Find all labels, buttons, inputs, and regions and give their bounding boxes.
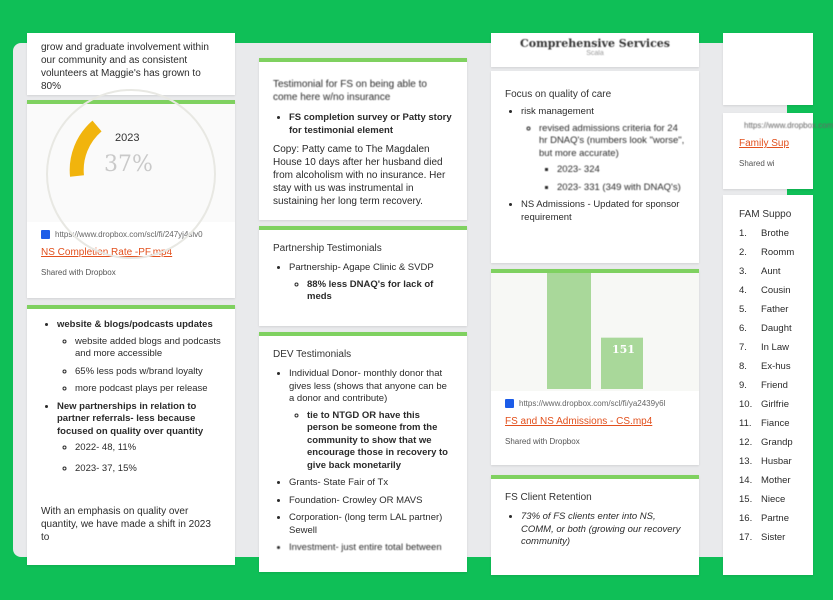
- list-text: Roomm: [761, 247, 795, 258]
- list-item: • New partnerships in relation to partner referrals- less because focused on quality over quantity ◦ 2022- 48, 11% ◦ 2023- 37, 15%: [57, 401, 221, 476]
- bar-value-label: 151: [612, 343, 635, 356]
- list-number: 4.: [739, 285, 747, 296]
- bar-chart-preview: [491, 273, 699, 391]
- list-item: • NS Admissions - Updated for sponsor requirement: [521, 199, 685, 224]
- card-list: [505, 511, 685, 549]
- list-item: • Foundation- Crowley OR MAVS: [289, 495, 453, 508]
- family-list-item: [739, 399, 797, 411]
- section-header: Comprehensive Services: [520, 37, 670, 50]
- family-list-item: [739, 437, 797, 449]
- list-item: • Partnership- Agape Clinic & SVDP ◦ 88% less DNAQ's for lack of meds: [289, 262, 453, 304]
- list-item: ◦ 88% less DNAQ's for lack of meds: [307, 279, 453, 304]
- family-list: [739, 228, 797, 544]
- updates-list: [41, 319, 221, 475]
- list-item: ◦ 65% less pods w/brand loyalty: [75, 366, 221, 379]
- list-item: ◦ more podcast plays per release: [75, 383, 221, 396]
- quality-card[interactable]: [491, 71, 699, 263]
- link-url: https://www.dropbox.com: [744, 121, 833, 130]
- list-text: Father: [761, 304, 789, 315]
- family-list-item: [739, 532, 797, 544]
- list-text: Brothe: [761, 228, 789, 239]
- list-number: 2.: [739, 247, 747, 258]
- list-item: • 73% of FS clients enter into NS, COMM, or both (growing our recovery community): [521, 511, 685, 549]
- list-text: Daught: [761, 323, 792, 334]
- card-list: [273, 262, 453, 304]
- retention-card[interactable]: [491, 475, 699, 575]
- gauge-year: 2023: [115, 132, 140, 144]
- list-text: Grandp: [761, 437, 793, 448]
- file-link[interactable]: FS and NS Admissions - CS.mp4: [505, 416, 653, 427]
- list-item: ◦ tie to NTGD OR have this person be someone from the community to show that we encourage those in recovery to give back monetarily: [307, 410, 453, 473]
- shared-label: Shared wi: [739, 159, 775, 168]
- family-list-item: [739, 304, 797, 316]
- list-text: Cousin: [761, 285, 791, 296]
- gauge-link-card[interactable]: [27, 100, 235, 298]
- board-frame: [13, 37, 833, 557]
- card-copy: Copy: Patty came to The Magdalen House 10 days after her husband died from alcoholism with no insurance. Her stay with us was instrumental in sustaining her long term recovery.: [273, 144, 446, 207]
- list-item: ◦ revised admissions criteria for 24 hr DNAQ's (numbers look "worse", but more accurate) ▪ 2023- 324 ▪ 2023- 331 (349 with DNAQ's): [539, 123, 685, 195]
- gauge-arc: [77, 126, 97, 176]
- list-number: 5.: [739, 304, 747, 315]
- list-item: • Grants- State Fair of Tx: [289, 477, 453, 490]
- family-list-item: [739, 380, 797, 392]
- card-title: Focus on quality of care: [505, 89, 612, 100]
- header-card[interactable]: [491, 33, 699, 67]
- admissions-link-card[interactable]: [491, 269, 699, 465]
- family-list-item: [739, 323, 797, 335]
- list-item: ▪ 2023- 324: [557, 164, 685, 177]
- gauge-preview: [27, 104, 235, 222]
- card-title: DEV Testimonials: [273, 349, 352, 360]
- list-item: • risk management ◦ revised admissions criteria for 24 hr DNAQ's (numbers look "worse", but more accurate) ▪ 2023- 324 ▪ 2023- 331 (349 with DNAQ's): [521, 106, 685, 194]
- card-list: [273, 112, 453, 137]
- link-url: https://www.dropbox.com/scl/fi/ya2439y6l: [519, 399, 666, 408]
- blank-card[interactable]: [723, 33, 813, 105]
- family-list-item: [739, 456, 797, 468]
- dev-testimonials-card[interactable]: [259, 332, 467, 572]
- family-list-item: [739, 494, 797, 506]
- family-list-item: [739, 475, 797, 487]
- list-text: Mother: [761, 475, 791, 486]
- list-text: Ex-hus: [761, 361, 791, 372]
- list-item: • FS completion survey or Patty story for testimonial element: [289, 112, 453, 137]
- family-list-item: [739, 285, 797, 297]
- list-item: • website & blogs/podcasts updates ◦ website added blogs and podcasts and more accessible ◦ 65% less pods w/brand loyalty ◦ more podcast plays per release: [57, 319, 221, 396]
- gauge-value: 37%: [104, 152, 153, 177]
- card-list: [505, 106, 685, 224]
- list-number: 6.: [739, 323, 747, 334]
- list-number: 12.: [739, 437, 753, 448]
- family-link-card[interactable]: [723, 113, 833, 189]
- list-text: In Law: [761, 342, 789, 353]
- card-text: With an emphasis on quality over quantity, we have made a shift in 2023 to: [41, 506, 211, 543]
- link-row: [505, 399, 685, 408]
- card-title: Partnership Testimonials: [273, 243, 382, 254]
- bar-mark: [547, 273, 591, 389]
- link-row: [739, 121, 833, 130]
- list-item: ◦ 2023- 37, 15%: [75, 463, 221, 476]
- list-number: 8.: [739, 361, 747, 372]
- list-text: Partne: [761, 513, 789, 524]
- list-item: • Investment- just entire total between: [289, 542, 453, 555]
- card-title: FS Client Retention: [505, 492, 592, 503]
- list-number: 11.: [739, 418, 752, 429]
- list-number: 7.: [739, 342, 747, 353]
- list-number: 10.: [739, 399, 753, 410]
- list-text: Niece: [761, 494, 786, 505]
- family-list-item: [739, 361, 797, 373]
- card-title: FAM Suppo: [739, 209, 792, 220]
- list-item: ◦ 2022- 48, 11%: [75, 442, 221, 455]
- list-text: Friend: [761, 380, 788, 391]
- family-list-item: [739, 342, 797, 354]
- updates-card[interactable]: [27, 305, 235, 565]
- list-number: 1.: [739, 228, 747, 239]
- shared-label: Shared with Dropbox: [41, 268, 116, 277]
- family-list-item: [739, 513, 797, 525]
- dropbox-icon: [505, 399, 514, 408]
- list-number: 3.: [739, 266, 747, 277]
- list-item: ▪ 2023- 331 (349 with DNAQ's): [557, 182, 685, 195]
- list-text: Husbar: [761, 456, 792, 467]
- file-link[interactable]: NS Completion Rate -PF.mp4: [41, 247, 173, 258]
- card-title: Testimonial for FS on being able to come here w/no insurance: [273, 79, 427, 103]
- family-list-card[interactable]: [723, 195, 813, 575]
- family-list-item: [739, 266, 797, 278]
- family-list-item: [739, 247, 797, 259]
- list-item: ◦ website added blogs and podcasts and more accessible: [75, 336, 221, 361]
- testimonial-card[interactable]: [259, 58, 467, 220]
- list-text: Sister: [761, 532, 786, 543]
- shared-label: Shared with Dropbox: [505, 437, 580, 446]
- list-text: Aunt: [761, 266, 781, 277]
- family-list-item: [739, 418, 797, 430]
- partnership-card[interactable]: [259, 226, 467, 326]
- card-list: [273, 368, 453, 555]
- list-number: 14.: [739, 475, 753, 486]
- note-card-top[interactable]: [27, 33, 235, 95]
- section-subheader: Scala: [586, 50, 604, 57]
- link-row: [41, 230, 221, 239]
- list-item: • Corporation- (long term LAL partner) Sewell: [289, 512, 453, 537]
- file-link[interactable]: Family Sup: [739, 138, 790, 149]
- card-text: grow and graduate involvement within our community and as consistent volunteers at Maggie's has grown to 80%: [41, 42, 209, 92]
- list-text: Girlfrie: [761, 399, 789, 410]
- family-list-item: [739, 228, 797, 240]
- dropbox-icon: [41, 230, 50, 239]
- list-text: Fiance: [761, 418, 790, 429]
- list-number: 9.: [739, 380, 747, 391]
- link-url: https://www.dropbox.com/scl/fi/247yj4slv0: [55, 230, 203, 239]
- list-number: 17.: [739, 532, 753, 543]
- list-number: 15.: [739, 494, 753, 505]
- bar-chart: [491, 273, 699, 391]
- list-number: 13.: [739, 456, 753, 467]
- list-number: 16.: [739, 513, 753, 524]
- list-item: • Individual Donor- monthly donor that gives less (shows that anyone can be a donor and contribute) ◦ tie to NTGD OR have this person be someone from the community to show that we encourage those in recovery to give back monetarily: [289, 368, 453, 472]
